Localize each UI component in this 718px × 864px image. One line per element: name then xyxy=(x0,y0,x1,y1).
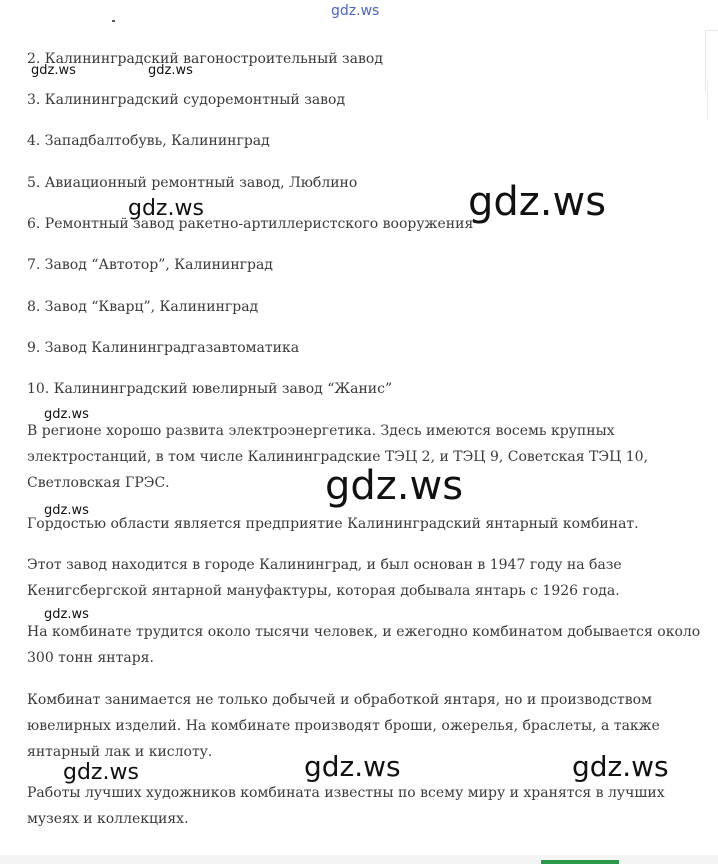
list-item: 4. Западбалтобувь, Калининград xyxy=(27,133,270,149)
list-item: 8. Завод “Кварц”, Калининград xyxy=(27,299,259,315)
paragraph-line: Комбинат занимается не только добычей и обработкой янтаря, но и производством xyxy=(27,692,653,708)
paragraph-line: электростанций, в том числе Калининградские ТЭЦ 2, и ТЭЦ 9, Советская ТЭЦ 10, xyxy=(27,449,649,465)
bottom-accent-button[interactable] xyxy=(541,860,619,864)
paragraph-line: Этот завод находится в городе Калининград, и был основан в 1947 году на базе xyxy=(27,557,622,573)
paragraph-line: Работы лучших художников комбината известны по всему миру и хранятся в лучших xyxy=(27,785,665,801)
paragraph-line: Кенигсбергской янтарной мануфактуры, которая добывала янтарь с 1926 года. xyxy=(27,583,620,599)
list-item: 9. Завод Калининградгазавтоматика xyxy=(27,340,300,356)
watermark: gdz.ws xyxy=(572,750,669,783)
watermark: gdz.ws xyxy=(128,196,204,221)
list-item: 10. Калининградский ювелирный завод “Жанис” xyxy=(27,381,393,397)
list-item: 3. Калининградский судоремонтный завод xyxy=(27,92,346,108)
paragraph-line: янтарный лак и кислоту. xyxy=(27,744,213,760)
side-frame-inner xyxy=(707,80,718,120)
watermark: gdz.ws xyxy=(44,503,89,518)
paragraph-line: Светловская ГРЭС. xyxy=(27,475,170,491)
watermark: gdz.ws xyxy=(63,760,139,785)
list-item: 2. Калининградский вагоностроительный завод xyxy=(27,51,383,67)
list-item: 5. Авиационный ремонтный завод, Люблино xyxy=(27,175,358,191)
paragraph-line: 300 тонн янтаря. xyxy=(27,650,154,666)
paragraph-line: Гордостью области является предприятие Калининградский янтарный комбинат. xyxy=(27,516,639,532)
watermark: gdz.ws xyxy=(44,407,89,422)
watermark: gdz.ws xyxy=(31,63,76,78)
paragraph-line: На комбинате трудится около тысячи человек, и ежегодно комбинатом добывается около xyxy=(27,624,701,640)
watermark: gdz.ws xyxy=(304,750,401,783)
paragraph-line: В регионе хорошо развита электроэнергетика. Здесь имеются восемь крупных xyxy=(27,423,615,439)
watermark: gdz.ws xyxy=(331,3,380,19)
paragraph-line: музеях и коллекциях. xyxy=(27,811,189,827)
watermark: gdz.ws xyxy=(468,179,607,225)
watermark: gdz.ws xyxy=(44,607,89,622)
text-fragment-mark xyxy=(112,20,115,22)
watermark: gdz.ws xyxy=(148,63,193,78)
paragraph-line: ювелирных изделий. На комбинате производят броши, ожерелья, браслеты, а также xyxy=(27,718,660,734)
watermark: gdz.ws xyxy=(325,463,464,509)
list-item: 6. Ремонтный завод ракетно-артиллеристского вооружения xyxy=(27,216,474,232)
list-item: 7. Завод “Автотор”, Калининград xyxy=(27,257,273,273)
